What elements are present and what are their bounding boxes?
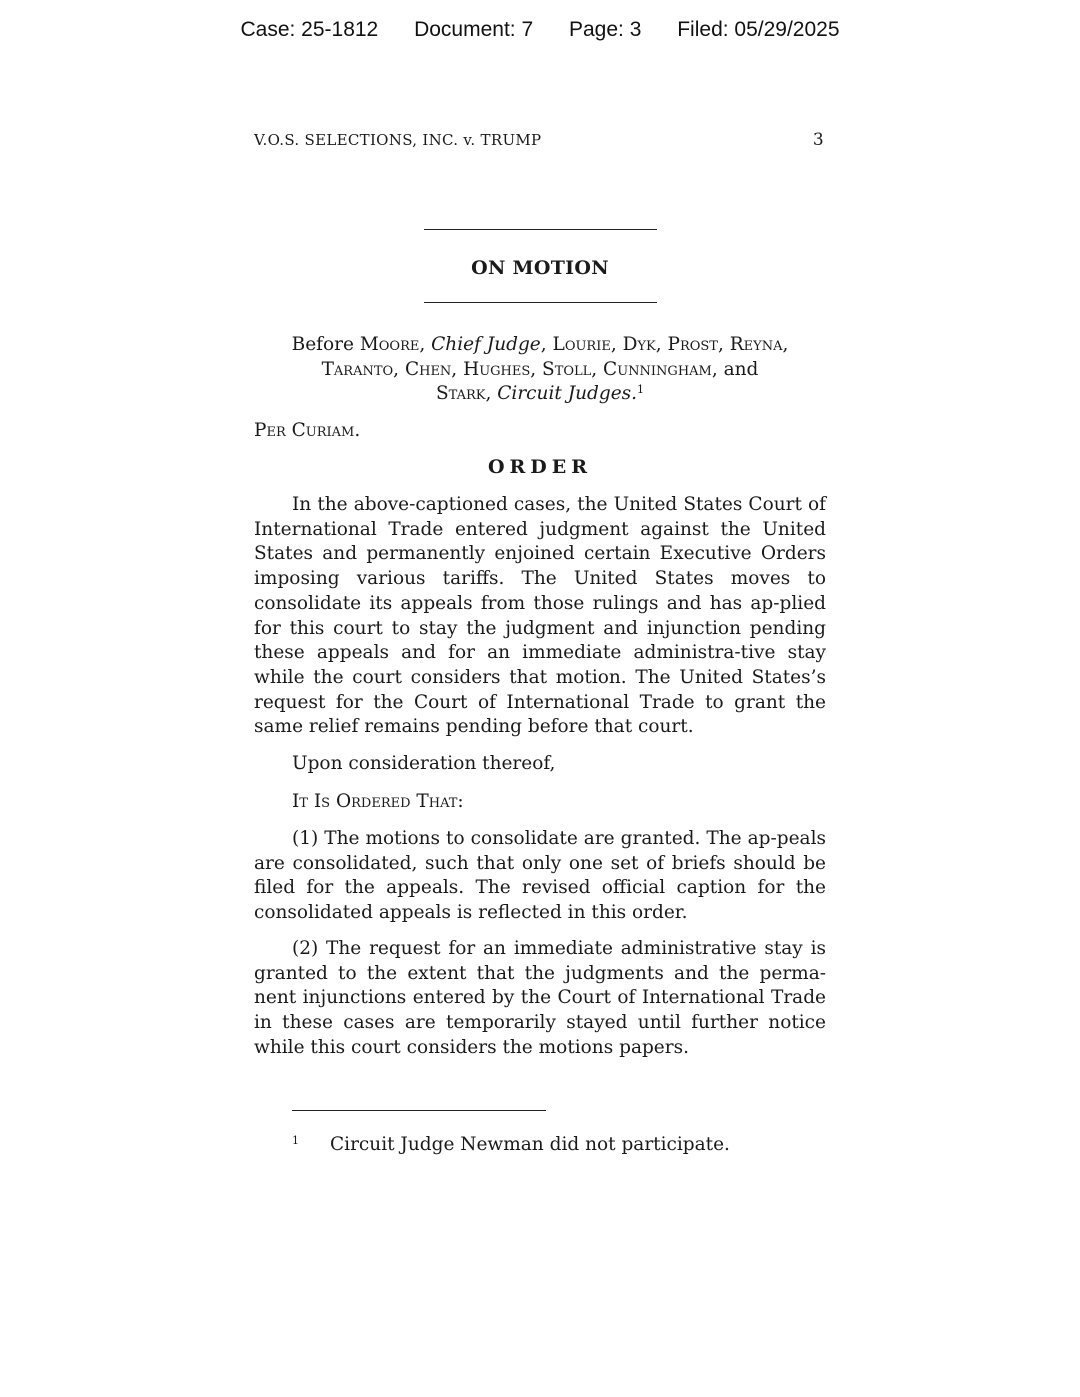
- panel-line-1: [254, 333, 826, 358]
- order-title: ORDER: [487, 456, 593, 478]
- running-head-page-number: 3: [812, 130, 824, 150]
- footnote-text: Circuit Judge Newman did not participate.: [330, 1134, 730, 1155]
- panel-and: and: [717, 358, 759, 380]
- panel-line-3: [254, 382, 826, 407]
- order-paragraph-4: [254, 827, 826, 926]
- order-paragraph-3: [254, 790, 826, 815]
- panel-before: Before: [291, 334, 360, 355]
- footnote-mark: 1: [292, 1134, 299, 1147]
- judge-moore: Moore: [359, 334, 420, 355]
- panel-sep: ,: [485, 383, 498, 405]
- per-curiam: Per Curiam.: [254, 420, 361, 441]
- judges-line-2: Taranto, Chen, Hughes, Stoll, Cunningham,: [321, 358, 718, 380]
- ecf-filing-header: [0, 18, 1080, 42]
- case-number: Case: 25-1812: [240, 18, 379, 41]
- panel-line-2: [254, 358, 826, 383]
- title-rule-top: [424, 229, 657, 230]
- document-number: Document: 7: [414, 18, 534, 41]
- paragraph-text: (2) The request for an immediate administrative stay is granted to the extent that the judgments and the perma-nent injunctions entered by the Court of International Trade in these cases are temporarily stayed until further notice while this court considers the motions papers.: [254, 938, 826, 1058]
- judge-stark: Stark: [435, 383, 486, 405]
- footnote-separator: [292, 1110, 546, 1111]
- running-head: [254, 130, 826, 150]
- ordered-that-heading: It Is Ordered That:: [292, 791, 464, 812]
- running-head-caption: V.O.S. SELECTIONS, INC. v. TRUMP: [254, 131, 542, 149]
- paragraph-text: Upon consideration thereof,: [292, 753, 556, 774]
- panel-sep: ,: [419, 334, 432, 355]
- panel-sep: ,: [540, 334, 553, 355]
- order-paragraph-1: [254, 493, 826, 740]
- footnote: [292, 1134, 826, 1155]
- judges-line-1: Lourie, Dyk, Prost, Reyna,: [552, 334, 789, 355]
- page-indicator: Page: 3: [568, 18, 642, 41]
- circuit-judges-title: Circuit Judges.: [497, 383, 638, 405]
- order-paragraph-5: [254, 937, 826, 1061]
- motion-title: ON MOTION: [471, 257, 609, 279]
- filed-date: Filed: 05/29/2025: [677, 18, 840, 41]
- paragraph-text: In the above-captioned cases, the United States Court of International Trade entered judgment against the United States and permanently enjoined certain Executive Orders imposing various tariffs. The United States moves to consolidate its appeals from those rulings and has ap-plied for this court to stay the judgment and injunction pending these appeals and for an immediate administra-tive stay while the court considers that motion. The United States’s request for the Court of International Trade to grant the same relief remains pending before that court.: [254, 494, 826, 738]
- order-paragraph-2: [254, 752, 826, 777]
- judges-panel: [254, 333, 826, 407]
- paragraph-text: (1) The motions to consolidate are granted. The ap-peals are consolidated, such that only one set of briefs should be filed for the appeals. The revised official caption for the consolidated appeals is reflected in this order.: [254, 828, 826, 924]
- title-rule-bottom: [424, 302, 657, 303]
- footnote-reference[interactable]: 1: [637, 383, 645, 397]
- chief-judge-title: Chief Judge: [431, 334, 541, 355]
